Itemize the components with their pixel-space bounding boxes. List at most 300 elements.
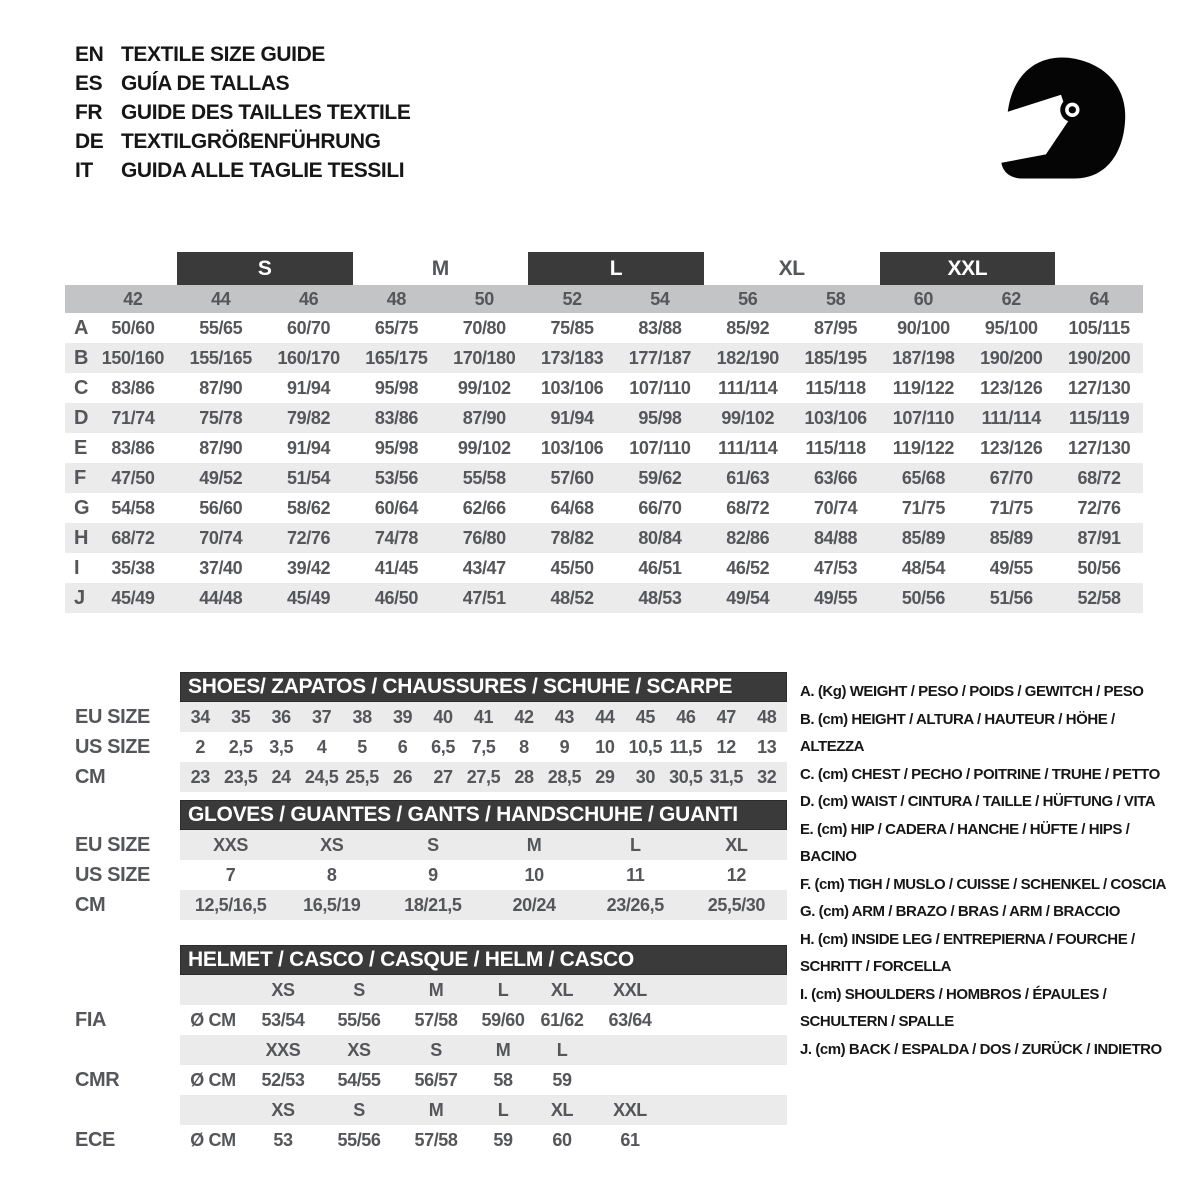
value-cell: 34	[190, 706, 210, 727]
value-cell: 46/52	[726, 557, 770, 578]
size-cell: XXL	[613, 1099, 647, 1120]
row-label: US SIZE	[75, 735, 150, 758]
value-cell: 46/51	[638, 557, 682, 578]
value-cell: 59	[552, 1069, 572, 1090]
value-cell: 155/165	[189, 347, 252, 368]
gloves-table-title: GLOVES / GUANTES / GANTS / HANDSCHUHE / GUANTI	[180, 800, 787, 830]
title-line-es	[75, 69, 410, 98]
unit-spacer	[180, 1035, 246, 1065]
value-cell: 59	[493, 1129, 513, 1150]
value-cell: 64/68	[550, 497, 594, 518]
value-cell: 87/90	[199, 377, 243, 398]
row-label-empty	[65, 1095, 180, 1125]
unit-spacer	[180, 975, 246, 1005]
standard-label: ECE	[75, 1128, 115, 1151]
row-values	[180, 762, 787, 792]
value-cell: 49/55	[814, 587, 858, 608]
size-cell: XS	[347, 1039, 371, 1060]
value-cell: 99/102	[457, 437, 511, 458]
helmet-table-title: HELMET / CASCO / CASQUE / HELM / CASCO	[180, 945, 787, 975]
value-cell: 47/51	[462, 587, 506, 608]
legend-item-h: H. (cm) INSIDE LEG / ENTREPIERNA / FOURCHE / SCHRITT / FORCELLA	[800, 930, 1135, 975]
value-cell: 107/110	[892, 407, 955, 428]
helmet-size-cells	[180, 975, 787, 1005]
row-values	[180, 702, 787, 732]
value-cell: 65/68	[901, 467, 945, 488]
value-cell: 45/49	[287, 587, 331, 608]
shoes-row-0	[65, 702, 787, 732]
value-cell: 111/114	[981, 407, 1041, 428]
value-cell: 83/86	[374, 407, 418, 428]
value-cell: 50/56	[901, 587, 945, 608]
legend-item-a: A. (Kg) WEIGHT / PESO / POIDS / GEWITCH / PESO	[800, 683, 1144, 700]
numeric-size: 62	[1001, 288, 1021, 309]
row-label: EU SIZE	[75, 705, 150, 728]
value-cell: 72/76	[287, 527, 331, 548]
row-values	[180, 890, 787, 920]
value-cell: 85/92	[726, 317, 770, 338]
value-cell: 48	[757, 706, 777, 727]
size-cell: XS	[271, 1099, 295, 1120]
value-cell: 83/86	[111, 437, 155, 458]
measurement-legend	[800, 678, 1178, 1063]
size-cell: L	[556, 1039, 568, 1060]
value-cell: 150/160	[101, 347, 165, 368]
value-cell: 57/58	[414, 1009, 458, 1030]
value-cell: 79/82	[287, 407, 331, 428]
title-block	[75, 40, 410, 185]
value-cell: M	[526, 834, 542, 855]
value-cell: 187/198	[892, 347, 955, 368]
value-cell: 107/110	[629, 377, 691, 398]
row-label: H	[74, 526, 89, 549]
value-cell: 23	[190, 766, 210, 787]
language-code: IT	[75, 158, 93, 182]
helmet-value-cells	[180, 1065, 787, 1095]
value-cell: 13	[757, 736, 777, 757]
standard-label: CMR	[75, 1068, 120, 1091]
value-cell: 39/42	[287, 557, 331, 578]
size-cell	[592, 1035, 668, 1065]
value-cell: 119/122	[892, 437, 955, 458]
shoes-row-1	[65, 732, 787, 762]
row-label: B	[74, 346, 89, 369]
legend-item-g: G. (cm) ARM / BRAZO / BRAS / ARM / BRACCIO	[800, 903, 1120, 920]
row-label: D	[74, 406, 89, 429]
value-cell: 32	[757, 766, 777, 787]
value-cell: 103/106	[540, 377, 604, 398]
value-cell: 85/89	[901, 527, 945, 548]
value-cell: 42	[514, 706, 534, 727]
measurement-row-h	[65, 523, 1143, 553]
value-cell: 115/118	[805, 437, 866, 458]
helmet-size-cells	[180, 1035, 787, 1065]
guide-title: TEXTILE SIZE GUIDE	[121, 42, 325, 66]
title-line-it	[75, 156, 410, 185]
shoes-table	[65, 672, 787, 792]
value-cell: 6	[397, 736, 408, 757]
numeric-size: 42	[123, 288, 143, 309]
row-label: US SIZE	[75, 863, 150, 886]
value-cell: 46	[676, 706, 696, 727]
value-cell: 57/60	[550, 467, 594, 488]
value-cell: XS	[320, 834, 344, 855]
value-cell: 47	[716, 706, 736, 727]
value-cell: 105/115	[1068, 317, 1130, 338]
value-cell: 45	[635, 706, 655, 727]
value-cell: 16,5/19	[303, 894, 361, 915]
gloves-row-1	[65, 860, 787, 890]
guide-title: GUIDA ALLE TAGLIE TESSILI	[121, 158, 405, 182]
numeric-size-row	[65, 285, 1143, 313]
value-cell: 9	[559, 736, 570, 757]
measurement-row-j	[65, 583, 1143, 613]
value-cell: 56/57	[414, 1069, 458, 1090]
size-cell: XL	[550, 1099, 574, 1120]
language-code: EN	[75, 42, 104, 66]
value-cell: 10	[595, 736, 615, 757]
row-label: CM	[75, 765, 106, 788]
value-cell: 48/52	[550, 587, 594, 608]
row-label: F	[74, 466, 86, 489]
shoes-rows	[65, 702, 787, 792]
value-cell: 95/98	[638, 407, 682, 428]
value-cell: 95/98	[374, 377, 418, 398]
size-cell: S	[353, 979, 365, 1000]
row-label-empty	[65, 975, 180, 1005]
value-cell: 45/49	[111, 587, 155, 608]
legend-item-b: B. (cm) HEIGHT / ALTURA / HAUTEUR / HÖHE / ALTEZZA	[800, 710, 1115, 755]
row-values	[180, 732, 787, 762]
value-cell: 40	[433, 706, 453, 727]
value-cell: 12,5/16,5	[194, 894, 267, 915]
value-cell: 53/56	[374, 467, 418, 488]
value-cell: 47/50	[111, 467, 155, 488]
numeric-size: 60	[913, 288, 934, 309]
numeric-size: 56	[738, 288, 758, 309]
value-cell: 62/66	[462, 497, 506, 518]
guide-title: GUIDE DES TAILLES TEXTILE	[121, 100, 411, 124]
value-cell: 75/85	[550, 317, 594, 338]
value-cell: 12	[716, 736, 736, 757]
value-cell: 71/75	[989, 497, 1033, 518]
value-cell: 8	[326, 864, 337, 885]
value-cell: 35/38	[111, 557, 155, 578]
label-spacer	[65, 285, 89, 313]
helmet-data-row-cmr	[65, 1065, 787, 1095]
value-cell: 38	[352, 706, 372, 727]
title-line-fr	[75, 98, 410, 127]
value-cell: 43	[554, 706, 575, 727]
helmet-rows	[65, 975, 787, 1155]
value-cell: XXS	[213, 834, 248, 855]
numeric-size: 52	[562, 288, 582, 309]
numeric-size: 44	[211, 288, 231, 309]
value-cell: 91/94	[550, 407, 594, 428]
value-cell: 50/56	[1077, 557, 1121, 578]
row-values	[180, 830, 787, 860]
row-label-empty	[65, 1035, 180, 1065]
value-cell: 170/180	[453, 347, 516, 368]
value-cell: 54/58	[111, 497, 155, 518]
value-cell: 59/60	[481, 1009, 525, 1030]
value-cell: 52/53	[261, 1069, 305, 1090]
measurement-row-g	[65, 493, 1143, 523]
value-cell: 55/56	[337, 1009, 381, 1030]
value-cell: 115/119	[1068, 407, 1130, 428]
value-cell: 48/53	[638, 587, 682, 608]
value-cell: 49/52	[199, 467, 243, 488]
value-cell: 66/70	[638, 497, 682, 518]
value-cell: 67/70	[989, 467, 1033, 488]
value-cell: 91/94	[287, 377, 331, 398]
value-cell: 54/55	[337, 1069, 381, 1090]
value-cell: 56/60	[199, 497, 243, 518]
value-cell: 46/50	[374, 587, 418, 608]
measurement-row-a	[65, 313, 1143, 343]
value-cell: 44	[595, 706, 615, 727]
value-cell: 99/102	[721, 407, 775, 428]
value-cell: 95/98	[374, 437, 418, 458]
legend-item-j: J. (cm) BACK / ESPALDA / DOS / ZURÜCK / INDIETRO	[800, 1040, 1162, 1058]
value-cell: 70/74	[199, 527, 243, 548]
value-cell: 68/72	[726, 497, 770, 518]
helmet-size-row-ece	[65, 1095, 787, 1125]
legend-item-f: F. (cm) TIGH / MUSLO / CUISSE / SCHENKEL / COSCIA	[800, 875, 1167, 893]
measurement-rows	[65, 313, 1143, 613]
value-cell: 3,5	[269, 736, 294, 757]
standard-label: FIA	[75, 1008, 107, 1031]
value-cell: 28,5	[547, 766, 582, 787]
diameter-unit: Ø CM	[190, 1129, 236, 1150]
value-cell: 25,5	[345, 766, 379, 787]
value-cell: 90/100	[897, 317, 950, 338]
gloves-row-0	[65, 830, 787, 860]
value-cell: 70/74	[814, 497, 858, 518]
size-cell: S	[430, 1039, 442, 1060]
row-label: CM	[75, 893, 106, 916]
value-cell: 85/89	[989, 527, 1033, 548]
helmet-icon	[978, 34, 1144, 206]
value-cell: 27,5	[466, 766, 501, 787]
measurement-row-f	[65, 463, 1143, 493]
helmet-size-cells	[180, 1095, 787, 1125]
value-cell: 103/106	[804, 407, 867, 428]
diameter-unit: Ø CM	[190, 1069, 236, 1090]
value-cell: 10,5	[628, 736, 663, 757]
value-cell: 6,5	[431, 736, 455, 757]
value-cell: 61/62	[540, 1009, 584, 1030]
language-code: ES	[75, 71, 103, 95]
value-cell: 11,5	[669, 736, 703, 757]
value-cell: 47/53	[814, 557, 858, 578]
value-cell: 87/90	[199, 437, 243, 458]
value-cell: 30,5	[669, 766, 703, 787]
size-band-row	[65, 252, 1143, 285]
value-cell: 60/70	[287, 317, 331, 338]
row-label: EU SIZE	[75, 833, 150, 856]
value-cell: 5	[357, 736, 367, 757]
gloves-table	[65, 800, 787, 920]
numeric-size: 58	[825, 288, 846, 309]
value-cell: 63/66	[814, 467, 858, 488]
title-line-en	[75, 40, 410, 69]
value-cell: 26	[392, 766, 413, 787]
value-cell: 65/75	[374, 317, 418, 338]
value-cell: 45/50	[550, 557, 594, 578]
value-cell: 53/54	[261, 1009, 305, 1030]
value-cell: 18/21,5	[404, 894, 462, 915]
value-cell: L	[629, 834, 641, 855]
numeric-size: 50	[474, 288, 494, 309]
value-cell: 60/64	[374, 497, 418, 518]
value-cell: 84/88	[814, 527, 858, 548]
value-cell: 99/102	[457, 377, 511, 398]
helmet-size-row-fia	[65, 975, 787, 1005]
value-cell: 23/26,5	[606, 894, 664, 915]
value-cell: 111/114	[718, 377, 778, 398]
value-cell: 59/62	[638, 467, 682, 488]
value-cell: 12	[726, 864, 747, 885]
size-cell: XXL	[613, 979, 647, 1000]
row-label: A	[74, 316, 89, 339]
size-cell: XL	[550, 979, 574, 1000]
value-cell: 76/80	[462, 527, 506, 548]
value-cell: 35	[231, 706, 251, 727]
value-cell: 173/183	[540, 347, 604, 368]
value-cell: 78/82	[550, 527, 594, 548]
value-cell: 52/58	[1077, 587, 1121, 608]
value-cell: 29	[595, 766, 615, 787]
value-cell: 83/88	[638, 317, 682, 338]
helmet-table	[65, 945, 787, 1155]
row-label: G	[74, 496, 90, 519]
value-cell: 83/86	[111, 377, 155, 398]
value-cell: 87/95	[814, 317, 858, 338]
value-cell: 63/64	[608, 1009, 652, 1030]
size-cell: L	[497, 1099, 509, 1120]
value-cell: 61	[620, 1129, 640, 1150]
value-cell: 2	[195, 736, 206, 757]
value-cell: 80/84	[638, 527, 682, 548]
value-cell: 20/24	[512, 894, 556, 915]
value-cell: 185/195	[804, 347, 867, 368]
value-cell: 4	[316, 736, 327, 757]
legend-item-e: E. (cm) HIP / CADERA / HANCHE / HÜFTE / HIPS / BACINO	[800, 820, 1130, 865]
row-label: C	[74, 376, 89, 399]
size-cell: XXS	[265, 1039, 301, 1060]
value-cell: 123/126	[980, 437, 1043, 458]
value-cell: 7,5	[471, 736, 496, 757]
value-cell: 51/56	[989, 587, 1033, 608]
measurement-row-i	[65, 553, 1143, 583]
language-code: DE	[75, 129, 104, 153]
numeric-size: 48	[386, 288, 407, 309]
numeric-size: 46	[298, 288, 319, 309]
value-cell: 61/63	[726, 467, 770, 488]
value-cell: 74/78	[374, 527, 418, 548]
value-cell: 57/58	[414, 1129, 458, 1150]
value-cell: 71/75	[901, 497, 945, 518]
value-cell: 160/170	[277, 347, 340, 368]
value-cell: 25,5/30	[707, 894, 766, 915]
value-cell	[592, 1065, 668, 1095]
value-cell: 68/72	[1077, 467, 1121, 488]
value-cell: 8	[519, 736, 529, 757]
helmet-value-cells	[180, 1125, 787, 1155]
apparel-size-table	[65, 252, 1143, 613]
value-cell: 10	[524, 864, 544, 885]
value-cell: 87/91	[1077, 527, 1121, 548]
value-cell: 123/126	[980, 377, 1043, 398]
value-cell: 68/72	[111, 527, 155, 548]
row-label: I	[74, 556, 80, 579]
helmet-data-row-ece	[65, 1125, 787, 1155]
value-cell: 107/110	[629, 437, 691, 458]
row-label: E	[74, 436, 87, 459]
helmet-size-row-cmr	[65, 1035, 787, 1065]
value-cell: 58	[493, 1069, 513, 1090]
value-cell: 182/190	[716, 347, 779, 368]
measurement-row-e	[65, 433, 1143, 463]
value-cell: 39	[392, 706, 413, 727]
value-cell: 87/90	[462, 407, 506, 428]
value-cell: 91/94	[287, 437, 331, 458]
shoes-table-title: SHOES/ ZAPATOS / CHAUSSURES / SCHUHE / SCARPE	[180, 672, 787, 702]
size-cell: M	[428, 979, 444, 1000]
title-line-de	[75, 127, 410, 156]
value-cell: 11	[626, 864, 645, 885]
value-cell: 2,5	[228, 736, 253, 757]
measurement-row-c	[65, 373, 1143, 403]
size-cell: L	[497, 979, 509, 1000]
value-cell: 82/86	[726, 527, 770, 548]
size-cell: M	[495, 1039, 511, 1060]
value-cell: 75/78	[199, 407, 243, 428]
value-cell: 23,5	[223, 766, 258, 787]
value-cell: 55/56	[337, 1129, 381, 1150]
value-cell: 190/200	[980, 347, 1043, 368]
value-cell: 27	[433, 766, 453, 787]
value-cell: 60	[552, 1129, 572, 1150]
value-cell: 50/60	[111, 317, 155, 338]
value-cell: 28	[514, 766, 534, 787]
diameter-unit: Ø CM	[190, 1009, 236, 1030]
value-cell: 95/100	[984, 317, 1038, 338]
value-cell: 9	[428, 864, 438, 885]
value-cell: 37	[312, 706, 332, 727]
value-cell: 41	[473, 706, 494, 727]
value-cell: 127/130	[1067, 437, 1131, 458]
value-cell: 55/65	[199, 317, 243, 338]
value-cell: 36	[271, 706, 291, 727]
helmet-value-cells	[180, 1005, 787, 1035]
gloves-row-2	[65, 890, 787, 920]
unit-spacer	[180, 1095, 246, 1125]
value-cell: 7	[225, 864, 236, 885]
full-face-helmet-icon	[978, 34, 1144, 206]
value-cell: 119/122	[892, 377, 955, 398]
value-cell: 103/106	[540, 437, 604, 458]
measurement-row-d	[65, 403, 1143, 433]
value-cell: 190/200	[1067, 347, 1131, 368]
value-cell: 71/74	[111, 407, 155, 428]
gloves-rows	[65, 830, 787, 920]
value-cell: 49/55	[989, 557, 1033, 578]
value-cell: 70/80	[462, 317, 506, 338]
value-cell: 111/114	[718, 437, 778, 458]
value-cell: 24,5	[304, 766, 339, 787]
